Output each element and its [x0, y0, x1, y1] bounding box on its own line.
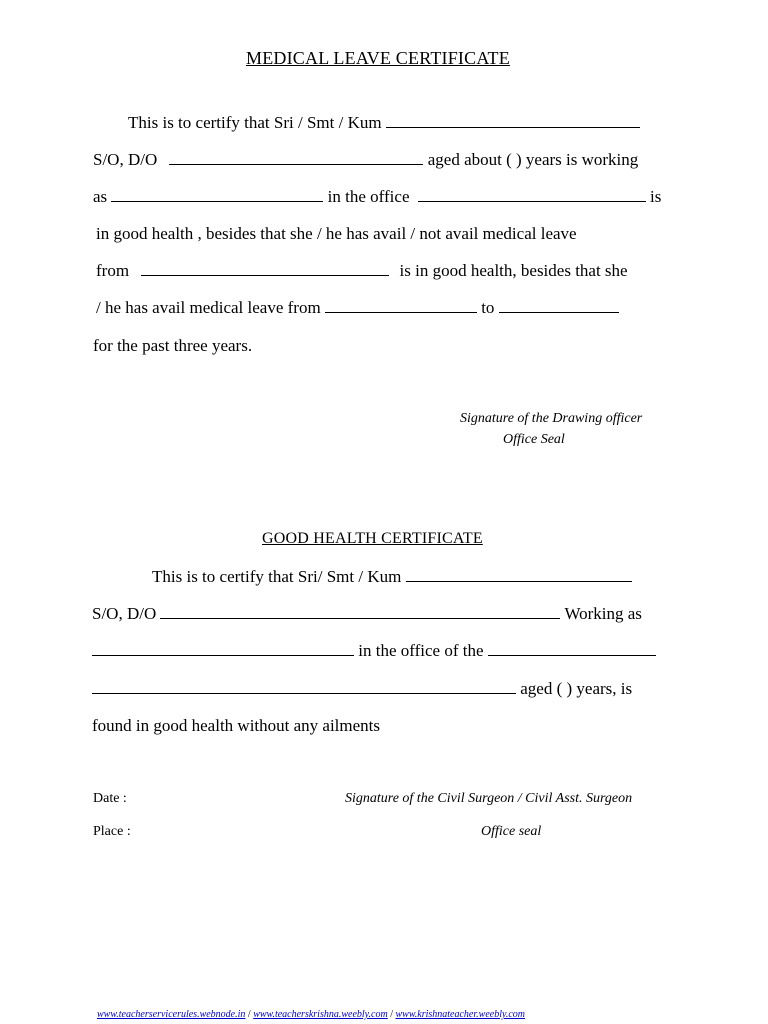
medical-line-6-text: / he has avail medical leave from: [96, 298, 321, 317]
health-line-4: [92, 679, 632, 699]
date-label: Date :: [93, 791, 127, 806]
health-line-1-text: This is to certify that Sri/ Smt / Kum: [152, 567, 402, 586]
footer-link-krishnateacher[interactable]: www.krishnateacher.weebly.com: [395, 1009, 526, 1020]
footer-link-servicerules[interactable]: www.teacherservicerules.webnode.in: [97, 1009, 246, 1020]
health-designation-blank: [92, 641, 354, 656]
medical-line-5-text: is in good health, besides that she: [399, 261, 628, 280]
health-line-2-label: S/O, D/O: [92, 604, 157, 623]
footer-links: [97, 1009, 525, 1020]
footer-separator: /: [387, 1009, 396, 1020]
medical-line-7: for the past three years.: [93, 336, 253, 355]
medical-line-1-text: This is to certify that Sri / Smt / Kum: [128, 113, 382, 132]
health-parent-blank: [160, 604, 560, 619]
health-line-2-text: Working as: [564, 604, 642, 623]
medical-line-2-text: aged about ( ) years is working: [427, 150, 639, 169]
health-line-2: [92, 604, 642, 624]
medical-line-3: [93, 187, 661, 207]
medical-certificate-title: MEDICAL LEAVE CERTIFICATE: [246, 48, 510, 68]
health-line-3-text: in the office of the: [358, 641, 484, 660]
medical-line-1: [128, 113, 640, 133]
medical-line-4: in good health , besides that she / he has avail / not avail medical leave: [96, 224, 577, 243]
medical-line-3-is: is: [650, 187, 662, 206]
medical-line-5: [96, 261, 628, 281]
medical-line-6-to: to: [481, 298, 495, 317]
medical-line-2-label: S/O, D/O: [93, 150, 158, 169]
medical-line-5-from: from: [96, 261, 130, 280]
health-office-seal-label: Office seal: [481, 824, 542, 839]
place-label: Place :: [93, 824, 131, 839]
leave-from-blank: [325, 298, 477, 313]
medical-line-3-label: as: [93, 187, 108, 206]
parent-name-blank: [169, 150, 423, 165]
from-date-blank: [141, 261, 389, 276]
office-seal-label: Office Seal: [503, 432, 565, 447]
health-office-cont-blank: [92, 679, 516, 694]
health-line-4-text: aged ( ) years, is: [520, 679, 633, 698]
footer-separator: /: [245, 1009, 254, 1020]
designation-blank: [111, 187, 323, 202]
medical-line-3-office: in the office: [327, 187, 410, 206]
health-certificate-title: GOOD HEALTH CERTIFICATE: [262, 530, 483, 547]
health-name-blank: [406, 567, 632, 582]
leave-to-blank: [499, 298, 619, 313]
medical-line-2: [93, 150, 638, 170]
health-line-5: found in good health without any ailments: [92, 716, 381, 735]
office-blank: [418, 187, 646, 202]
drawing-officer-signature: Signature of the Drawing officer: [460, 411, 643, 426]
health-office-blank: [488, 641, 656, 656]
medical-line-6: [96, 298, 619, 318]
health-line-3: [92, 641, 656, 661]
name-blank: [386, 113, 640, 128]
footer-link-teacherskrishna[interactable]: www.teacherskrishna.weebly.com: [253, 1009, 388, 1020]
civil-surgeon-signature: Signature of the Civil Surgeon / Civil Asst. Surgeon: [345, 791, 633, 806]
health-line-1: [152, 567, 632, 587]
